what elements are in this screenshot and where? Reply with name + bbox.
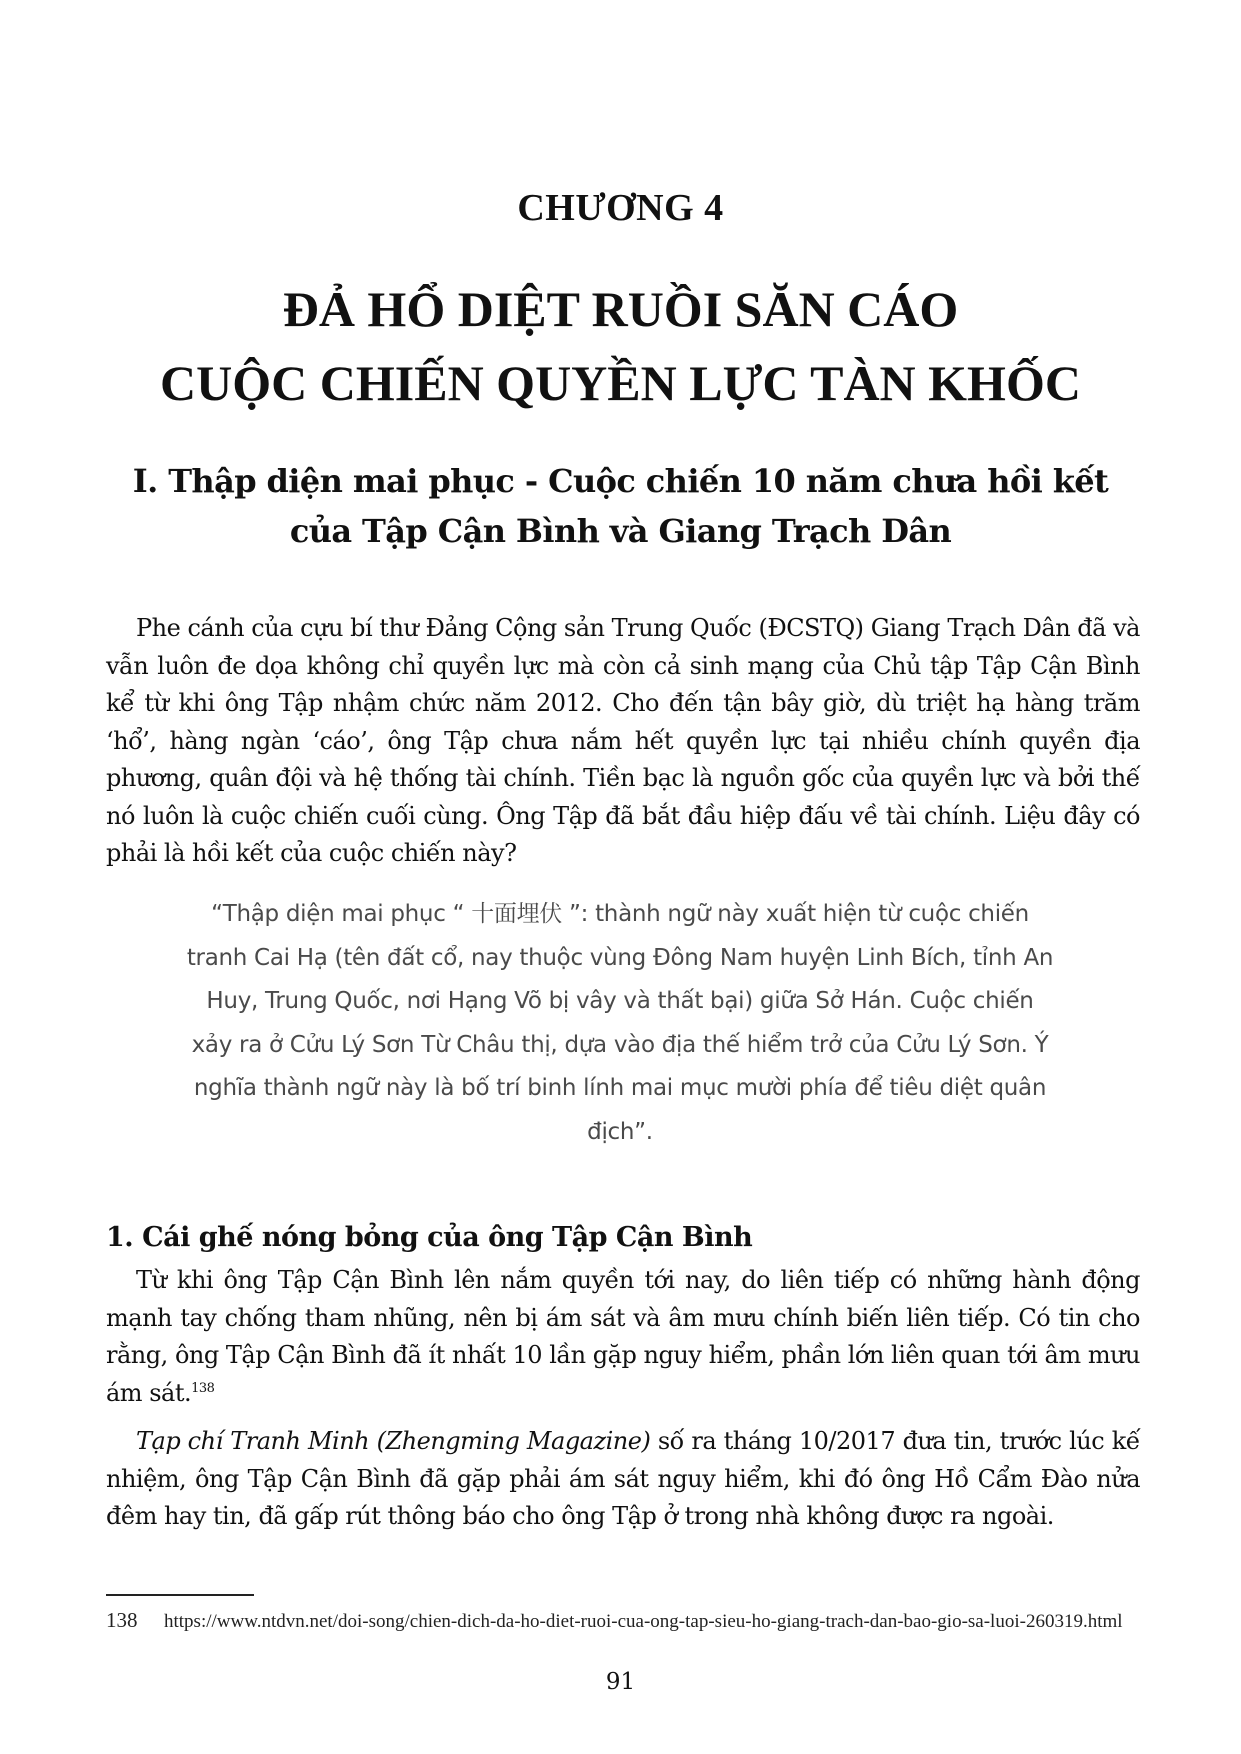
footnote-divider (106, 1594, 254, 1596)
footnote (106, 1603, 1140, 1639)
section-title-line-1: I. Thập diện mai phục - Cuộc chiến 10 năm chưa hồi kết (132, 462, 1109, 500)
body-paragraph-2 (106, 1423, 1140, 1536)
page-number: 91 (605, 1669, 636, 1695)
section-title (0, 456, 1241, 556)
footnote-link[interactable]: https://www.ntdvn.net/doi-song/chien-dich-da-ho-diet-ruoi-cua-ong-tap-sieu-ho-giang-trach-dan-bao-gio-sa-luoi-260319.html (164, 1611, 1123, 1632)
chapter-title-line-2: CUỘC CHIẾN QUYỀN LỰC TÀN KHỐC (160, 355, 1081, 411)
chapter-label: CHƯƠNG 4 (517, 187, 724, 229)
body-paragraph-1-text: Từ khi ông Tập Cận Bình lên nắm quyền tới nay, do liên tiếp có những hành động mạnh tay chống tham nhũng, nên bị ám sát và âm mưu chính biến liên tiếp. Có tin cho rằng, ông Tập Cận Bình đã ít nhất 10 lần gặp nguy hiểm, phần lớn liên quan tới âm mưu ám sát. (106, 1266, 1140, 1407)
subsection-heading: 1. Cái ghế nóng bỏng của ông Tập Cận Bình (106, 1222, 753, 1253)
body-paragraph-2-text: số ra tháng 10/2017 đưa tin, trước lúc kế nhiệm, ông Tập Cận Bình đã gặp phải ám sát nguy hiểm, khi đó ông Hồ Cẩm Đào nửa đêm hay tin, đã gấp rút thông báo cho ông Tập ở trong nhà không được ra ngoài. (106, 1427, 1141, 1530)
intro-paragraph: Phe cánh của cựu bí thư Đảng Cộng sản Trung Quốc (ĐCSTQ) Giang Trạch Dân đã và vẫn luôn đe dọa không chỉ quyền lực mà còn cả sinh mạng của Chủ tập Tập Cận Bình kể từ khi ông Tập nhậm chức năm 2012. Cho đến tận bây giờ, dù triệt hạ hàng trăm ‘hổ’, hàng ngàn ‘cáo’, ông Tập chưa nắm hết quyền lực tại nhiều chính quyền địa phương, quân đội và hệ thống tài chính. Tiền bạc là nguồn gốc của quyền lực và bởi thế nó luôn là cuộc chiến cuối cùng. Ông Tập đã bắt đầu hiệp đấu về tài chính. Liệu đây có phải là hồi kết của cuộc chiến này? (106, 614, 1140, 867)
section-title-line-2: của Tập Cận Bình và Giang Trạch Dân (289, 512, 952, 550)
magazine-name: Tạp chí Tranh Minh (Zhengming Magazine) (136, 1427, 651, 1455)
footnote-reference[interactable]: 138 (191, 1380, 215, 1396)
footnote-number: 138 (106, 1608, 138, 1632)
chapter-title-line-1: ĐẢ HỔ DIỆT RUỒI SĂN CÁO (282, 281, 959, 337)
body-paragraph-1 (106, 1262, 1140, 1412)
block-quote: “Thập diện mai phục “ 十面埋伏 ”: thành ngữ này xuất hiện từ cuộc chiến tranh Cai Hạ (tên đất cổ, nay thuộc vùng Đông Nam huyện Linh Bích, tỉnh An Huy, Trung Quốc, nơi Hạng Võ bị vây và thất bại) giữa Sở Hán. Cuộc chiến xảy ra ở Cửu Lý Sơn Từ Châu thị, dựa vào địa thế hiểm trở của Cửu Lý Sơn. Ý nghĩa thành ngữ này là bố trí binh lính mai mục mười phía để tiêu diệt quân địch”. (186, 901, 1054, 1145)
